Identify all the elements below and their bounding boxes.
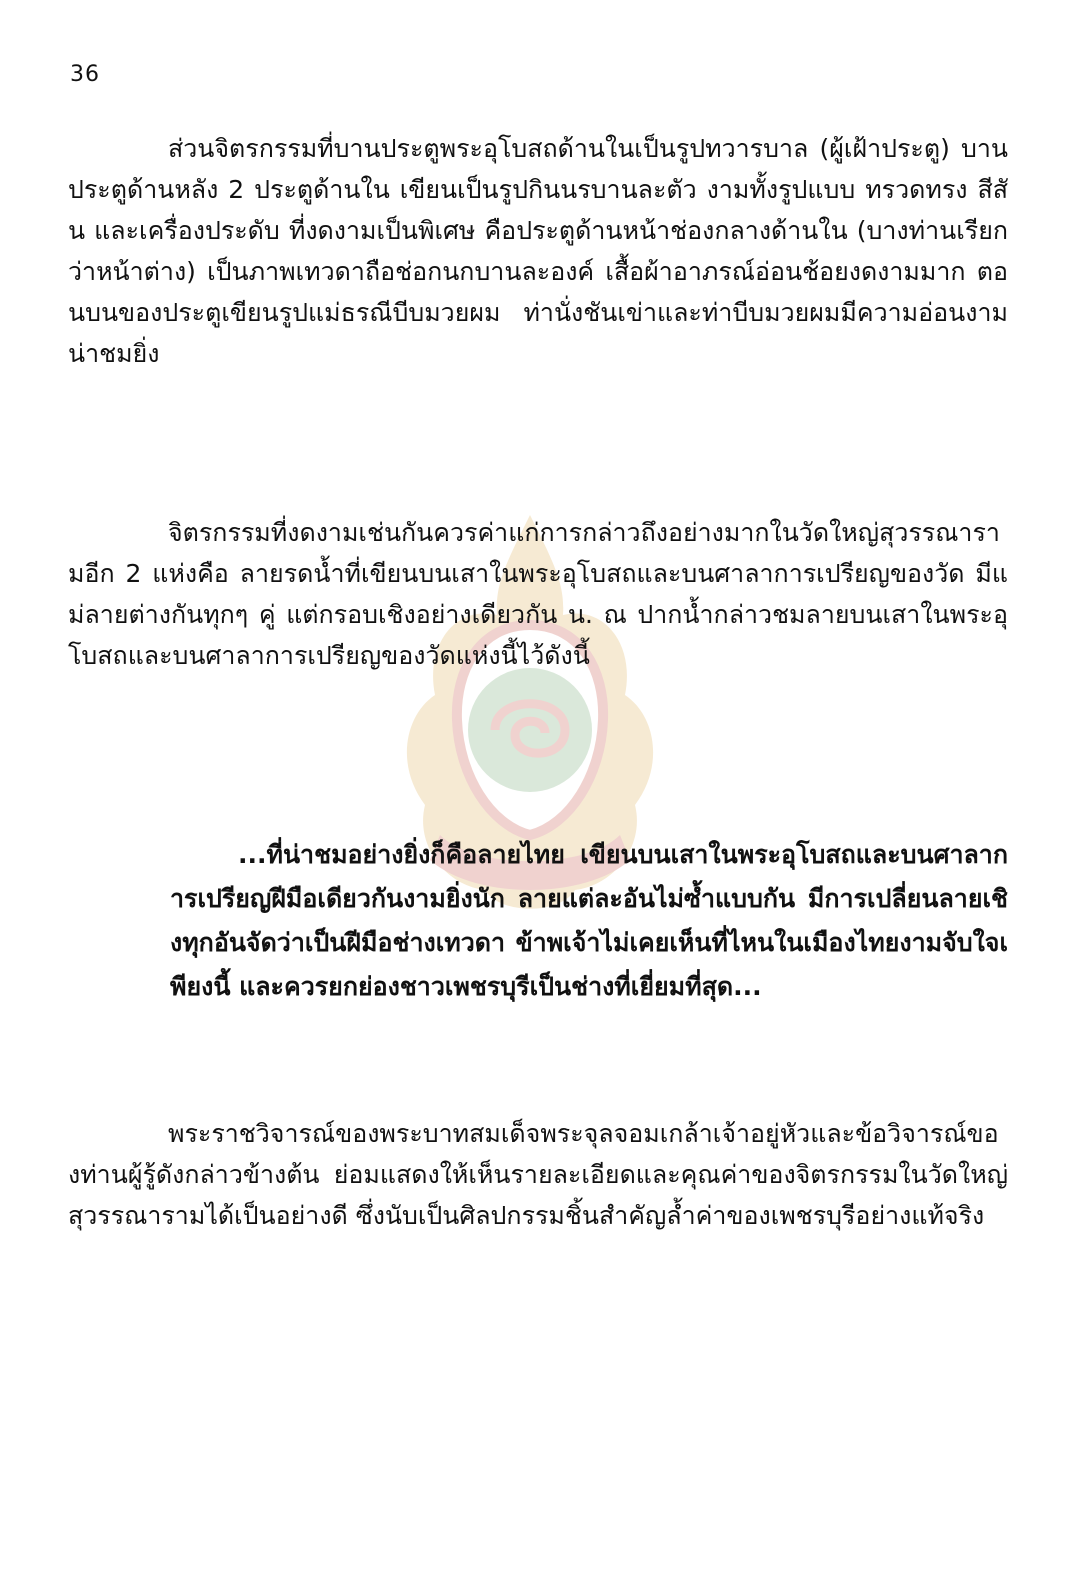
emblem-center-icon [468, 668, 592, 792]
paragraph-door-paintings [68, 128, 1008, 374]
block-quote [170, 833, 1008, 1009]
paragraph-text: จิตรกรรมที่งดงามเช่นกันควรค่าแก่การกล่าวถึงอย่างมากในวัดใหญ่สุวรรณารามอีก 2 แห่งคือ ลายรดน้ำที่เขียนบนเสาในพระอุโบสถและบนศาลาการเปรียญของวัด มีแม่ลายต่างกันทุกๆ คู่ แต่กรอบเชิงอย่างเดียวกัน น. ณ ปากน้ำกล่าวชมลายบนเสาในพระอุโบสถและบนศาลาการเปรียญของวัดแห่งนี้ไว้ดังนี้ [68, 518, 1008, 670]
quote-text: ...ที่น่าชมอย่างยิ่งก็คือลายไทย เขียนบนเสาในพระอุโบสถและบนศาลาการเปรียญฝีมือเดียวกันงามยิ่งนัก ลายแต่ละอันไม่ซ้ำแบบกัน มีการเปลี่ยนลายเชิงทุกอันจัดว่าเป็นฝีมือช่างเทวดา ข้าพเจ้าไม่เคยเห็นที่ไหนในเมืองไทยงามจับใจเพียงนี้ และควรยกย่องชาวเพชรบุรีเป็นช่างที่เยี่ยมที่สุด... [170, 840, 1008, 1001]
emblem-swirl-icon [495, 704, 565, 753]
paragraph-text: ส่วนจิตรกรรมที่บานประตูพระอุโบสถด้านในเป็นรูปทวารบาล (ผู้เฝ้าประตู) บานประตูด้านหลัง 2 ประตูด้านใน เขียนเป็นรูปกินนรบานละตัว งามทั้งรูปแบบ ทรวดทรง สีสัน และเครื่องประดับ ที่งดงามเป็นพิเศษ คือประตูด้านหน้าช่องกลางด้านใน (บางท่านเรียกว่าหน้าต่าง) เป็นภาพเทวดาถือช่อกนกบานละองค์ เสื้อผ้าอาภรณ์อ่อนช้อยงดงามมาก ตอนบนของประตูเขียนรูปแม่ธรณีบีบมวยผม ท่านั่งชันเข่าและท่าบีบมวยผมมีความอ่อนงามน่าชมยิ่ง [68, 134, 1008, 368]
page-number: 36 [70, 62, 100, 87]
paragraph-conclusion [68, 1113, 1008, 1236]
paragraph-lacquer-patterns [68, 512, 1008, 676]
paragraph-text: พระราชวิจารณ์ของพระบาทสมเด็จพระจุลจอมเกล้าเจ้าอยู่หัวและข้อวิจารณ์ของท่านผู้รู้ดังกล่าวข้างต้น ย่อมแสดงให้เห็นรายละเอียดและคุณค่าของจิตรกรรมในวัดใหญ่สุวรรณารามได้เป็นอย่างดี ซึ่งนับเป็นศิลปกรรมชิ้นสำคัญล้ำค่าของเพชรบุรีอย่างแท้จริง [68, 1119, 1008, 1230]
